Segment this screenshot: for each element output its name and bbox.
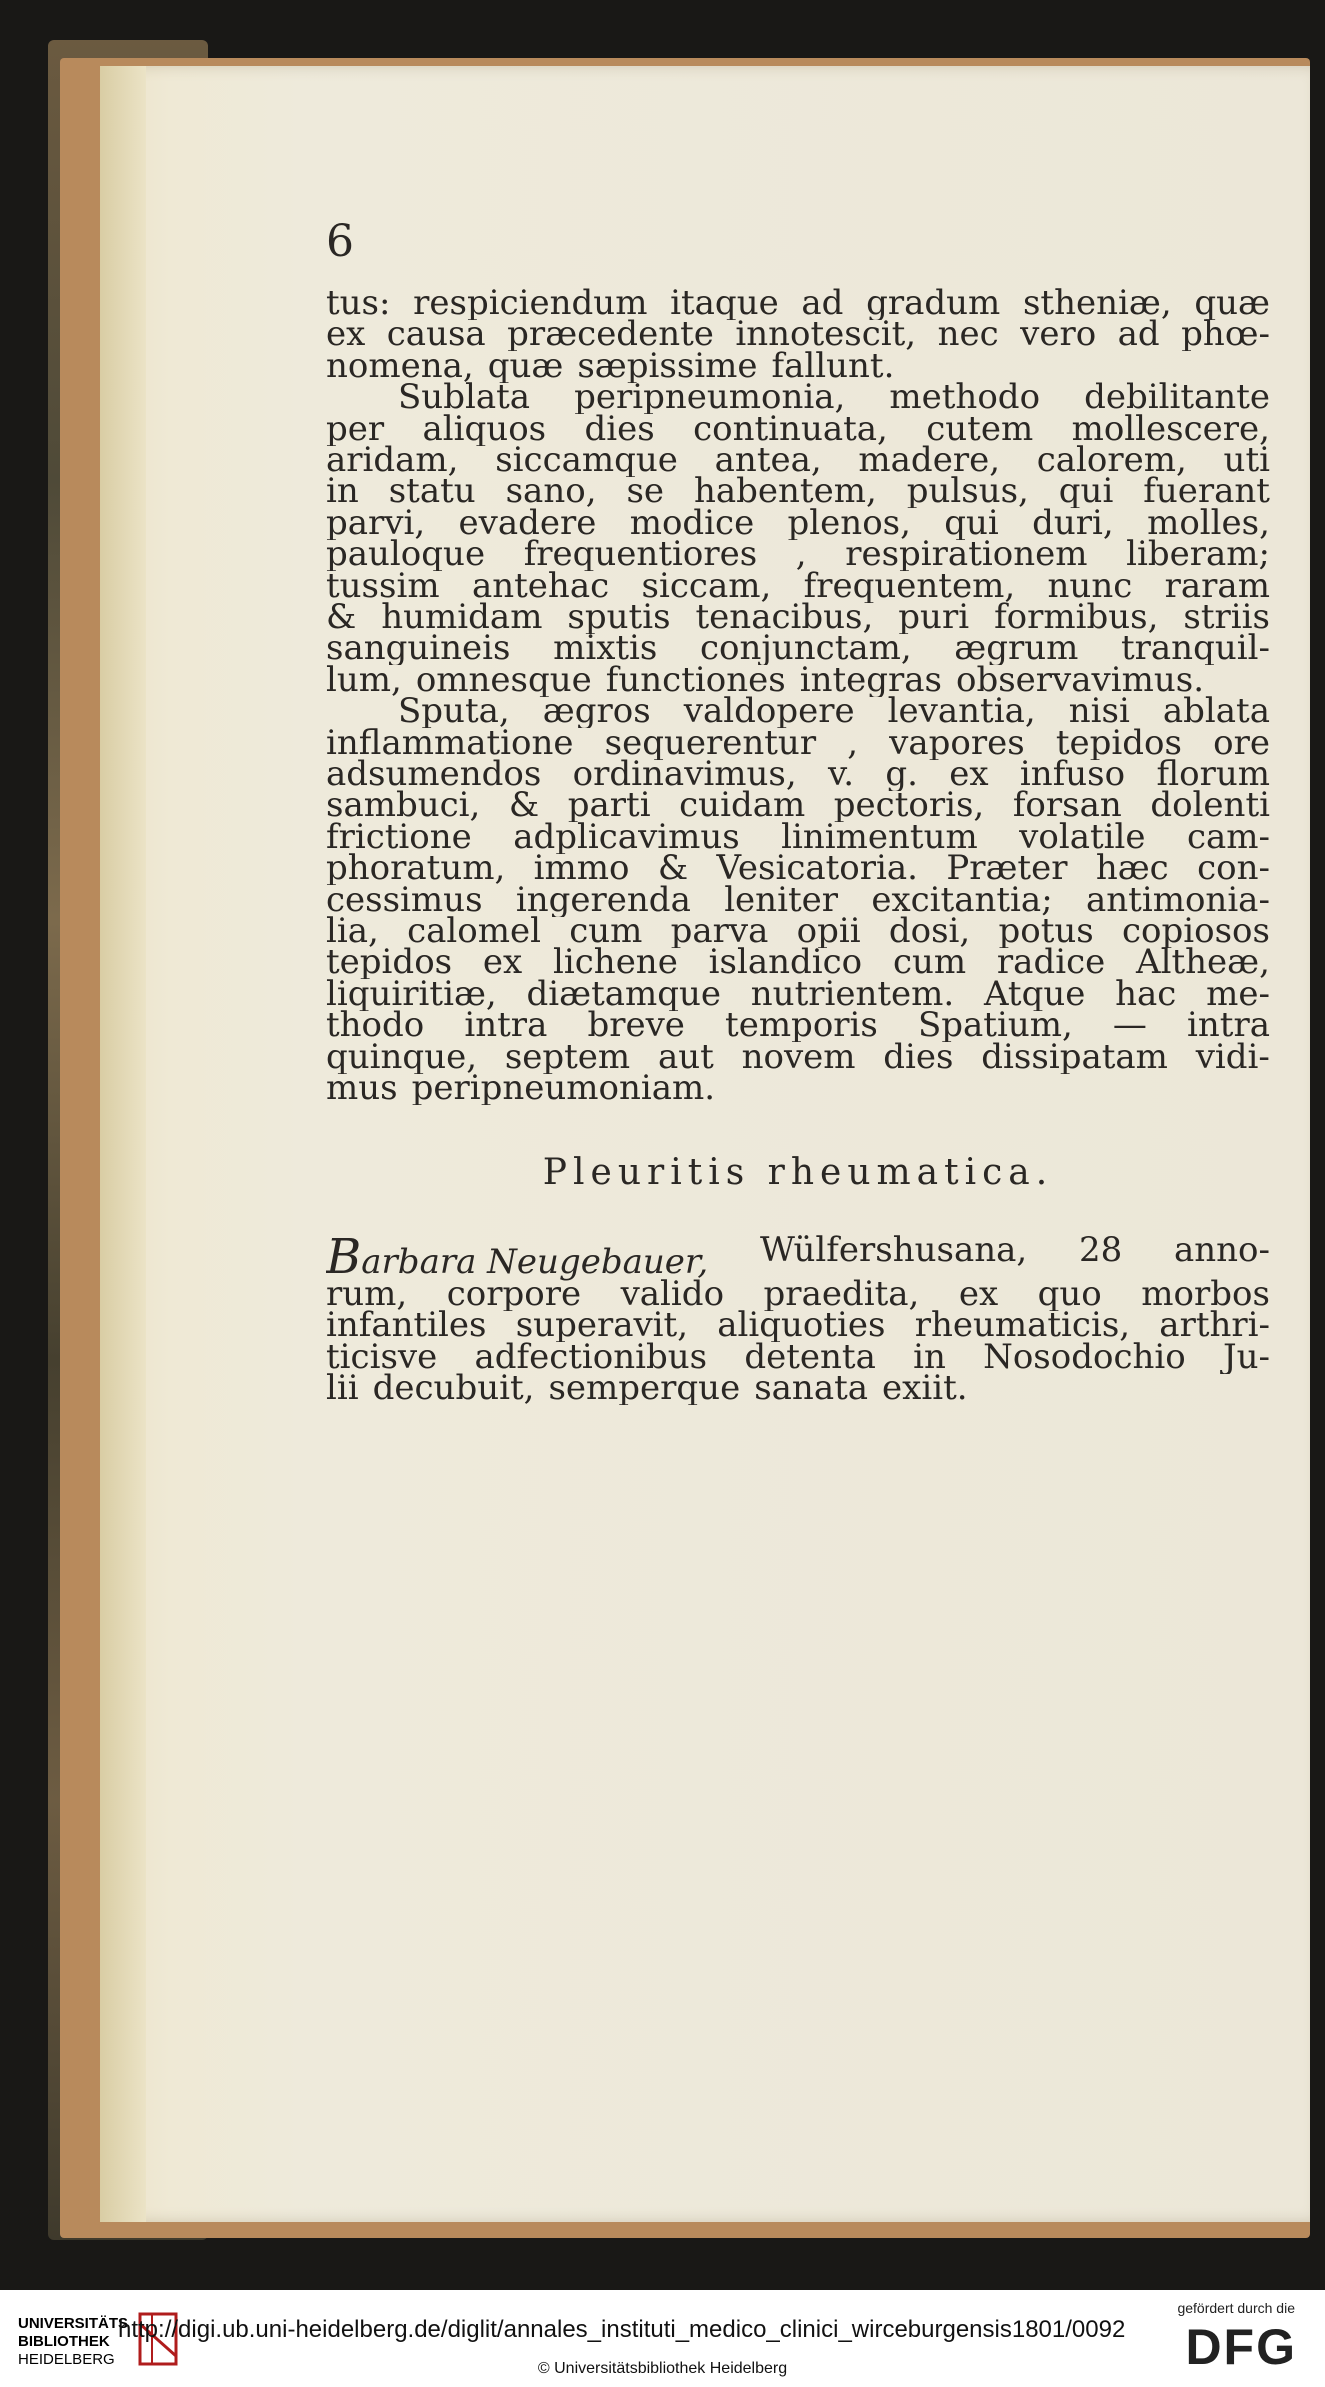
word: calomel xyxy=(407,914,541,948)
word: sputis xyxy=(567,600,671,634)
text-line xyxy=(326,600,1270,634)
word: ordinavimus, xyxy=(572,757,797,791)
word: islandico xyxy=(708,945,863,980)
text-line xyxy=(326,977,1270,1011)
text-line xyxy=(326,726,1270,760)
word: quæ xyxy=(1194,286,1270,320)
word: decubuit, xyxy=(372,1371,535,1406)
word: phœ- xyxy=(1181,317,1270,352)
word: ablata xyxy=(1162,694,1270,729)
word: rheumaticis, xyxy=(914,1308,1131,1343)
word: peripneumoniam. xyxy=(411,1071,716,1105)
word: siccam, xyxy=(641,568,772,603)
word: tepidos xyxy=(326,945,453,980)
word: thodo xyxy=(326,1008,425,1043)
word: intra xyxy=(464,1008,548,1043)
word: tenacibus, xyxy=(695,600,874,634)
patient-name: Barbara Neugebauer, xyxy=(326,1233,709,1281)
word: modice xyxy=(629,505,755,540)
text-line xyxy=(326,537,1270,571)
word: frictione xyxy=(326,819,472,854)
library-name-line3: HEIDELBERG xyxy=(18,2351,115,2368)
word: tepidos xyxy=(1055,725,1182,760)
word: Spatium, xyxy=(917,1008,1073,1043)
word: Atque xyxy=(983,976,1086,1011)
word: conjunctam, xyxy=(699,631,912,666)
word: , xyxy=(847,725,859,760)
word: ingerenda xyxy=(515,882,691,917)
text-line xyxy=(326,443,1270,477)
word: opii xyxy=(796,914,861,948)
word: lum, xyxy=(326,662,402,697)
word: temporis xyxy=(725,1008,878,1043)
word: qui xyxy=(944,505,999,540)
word: detenta xyxy=(744,1339,876,1374)
word: puri xyxy=(898,600,970,634)
word: antea, xyxy=(714,443,822,477)
section-heading: Pleuritis rheumatica. xyxy=(542,1152,1054,1193)
word: breve xyxy=(587,1008,685,1043)
word: hæc xyxy=(1095,851,1169,886)
library-name-line1: UNIVERSITÄTS xyxy=(18,2315,129,2332)
word: molles, xyxy=(1147,505,1270,540)
word: florum xyxy=(1156,757,1270,791)
word: ex xyxy=(958,1277,999,1311)
word: ticisve xyxy=(326,1339,438,1374)
word: fuerant xyxy=(1143,474,1270,509)
word: ad xyxy=(801,286,844,320)
word: ad xyxy=(1117,317,1160,352)
word: dolenti xyxy=(1150,788,1270,823)
word: raram xyxy=(1164,568,1270,603)
word: pauloque xyxy=(326,537,486,572)
dfg-logo: DFG xyxy=(1185,2319,1297,2375)
word: quæ xyxy=(487,348,564,383)
word: arthri- xyxy=(1159,1308,1270,1343)
word: hac xyxy=(1115,976,1177,1011)
word: ore xyxy=(1213,725,1270,760)
word: cuidam xyxy=(679,788,806,823)
word: mixtis xyxy=(553,631,658,666)
word: peripneumonia, xyxy=(574,380,846,415)
word: siccamque xyxy=(495,443,678,477)
word: dies xyxy=(883,1039,954,1074)
library-name-line2: BIBLIOTHEK xyxy=(18,2333,110,2350)
word: cum xyxy=(892,945,967,980)
word: linimentum xyxy=(781,819,978,854)
word: morbos xyxy=(1141,1277,1270,1311)
word: ægrum xyxy=(954,631,1079,666)
text-line xyxy=(326,1308,1270,1342)
word: infantiles xyxy=(326,1308,487,1343)
word: dissipatam xyxy=(981,1039,1168,1074)
word: in xyxy=(913,1339,946,1374)
word: corpore xyxy=(446,1277,582,1311)
word: aliquos xyxy=(422,411,547,446)
word: Præter xyxy=(946,851,1068,886)
word: madere, xyxy=(858,443,1000,477)
word: lia, xyxy=(326,914,379,948)
word: Ju- xyxy=(1222,1339,1270,1374)
word: tranquil- xyxy=(1121,631,1270,666)
word: statu xyxy=(388,474,476,509)
word: Nosodochio xyxy=(983,1339,1186,1374)
word: excitantia; xyxy=(871,882,1053,917)
word: ex xyxy=(482,945,523,980)
word: semperque xyxy=(548,1371,741,1406)
text-line xyxy=(326,945,1270,979)
word: duri, xyxy=(1032,505,1114,540)
word: sæpissime xyxy=(577,348,758,383)
text-line xyxy=(326,757,1270,791)
text-line xyxy=(326,1008,1270,1042)
word: sequerentur xyxy=(604,725,817,760)
word: ex xyxy=(326,317,366,352)
word: gradum xyxy=(866,286,1001,320)
word: immo xyxy=(533,851,630,886)
word: tussim xyxy=(326,568,440,603)
word: dies xyxy=(584,411,655,446)
word: debilitante xyxy=(1084,380,1270,415)
word: respiciendum xyxy=(413,286,648,320)
text-line xyxy=(326,883,1270,917)
word: formibus, xyxy=(994,600,1159,634)
word: fallunt. xyxy=(771,348,895,383)
word: Sputa, xyxy=(398,694,510,729)
word: Vesicatoria. xyxy=(716,851,918,886)
word: Wülfershusana, xyxy=(759,1233,1028,1270)
word: quo xyxy=(1037,1277,1102,1311)
word: ex xyxy=(949,757,989,791)
word: adsumendos xyxy=(326,757,542,791)
text-line xyxy=(326,349,1270,383)
word: intra xyxy=(1187,1008,1270,1043)
word: sambuci, xyxy=(326,788,481,823)
word: evadere xyxy=(458,505,597,540)
word: leniter xyxy=(724,882,838,917)
word: antimonia- xyxy=(1086,882,1270,917)
word: lii xyxy=(326,1371,359,1406)
word: cum xyxy=(569,914,643,948)
word: continuata, xyxy=(693,411,888,446)
word: mollescere, xyxy=(1071,411,1270,446)
word: in xyxy=(326,474,359,509)
word: valido xyxy=(620,1277,725,1311)
word: parva xyxy=(670,914,769,948)
word: vapores xyxy=(889,725,1025,760)
word: & xyxy=(326,600,357,634)
word: methodo xyxy=(889,380,1041,415)
word: uti xyxy=(1223,443,1270,477)
word: potus xyxy=(998,914,1094,948)
word: stheniæ, xyxy=(1022,286,1172,320)
word: infuso xyxy=(1019,757,1126,791)
word: inflammatione xyxy=(326,725,574,760)
word: frequentem, xyxy=(803,568,1016,603)
word: rum, xyxy=(326,1277,408,1311)
word: nomena, xyxy=(326,348,474,383)
text-line xyxy=(326,474,1270,508)
text-line xyxy=(326,1040,1270,1074)
word: humidam xyxy=(381,600,543,634)
word: omnesque xyxy=(415,662,592,697)
word: adfectionibus xyxy=(474,1339,708,1374)
text-line xyxy=(326,1071,1270,1105)
word: anno- xyxy=(1173,1233,1270,1270)
word: superavit, xyxy=(515,1308,689,1343)
footer-bar xyxy=(0,2290,1325,2387)
word: me- xyxy=(1206,976,1270,1011)
text-line xyxy=(326,569,1270,603)
text-line xyxy=(326,788,1270,822)
word: levantia, xyxy=(887,694,1036,729)
word: parvi, xyxy=(326,505,426,540)
word: sanguineis xyxy=(326,631,511,666)
word: phoratum, xyxy=(326,851,506,886)
word: sano, xyxy=(505,474,597,509)
word: per xyxy=(326,411,385,446)
word: vero xyxy=(1020,317,1097,352)
word: plenos, xyxy=(787,505,911,540)
word: , xyxy=(795,537,807,572)
word: integras xyxy=(799,662,942,697)
word: v. xyxy=(828,757,855,791)
word: copiosos xyxy=(1121,914,1270,948)
word: cessimus xyxy=(326,882,483,917)
word: antehac xyxy=(471,568,610,603)
word: exiit. xyxy=(882,1371,968,1406)
word: cutem xyxy=(926,411,1034,446)
word: septem xyxy=(504,1039,631,1074)
word: volatile xyxy=(1019,819,1146,854)
permalink-url[interactable]: http://digi.ub.uni-heidelberg.de/diglit/annales_instituti_medico_clinici_wirceburgensis1801/0092 xyxy=(118,2316,1126,2343)
text-line xyxy=(326,380,1270,414)
word: respirationem xyxy=(845,537,1088,572)
word: sanata xyxy=(754,1371,869,1406)
word: liberam; xyxy=(1126,537,1270,572)
text-line xyxy=(326,506,1270,540)
word: quinque, xyxy=(326,1039,478,1074)
text-line xyxy=(326,820,1270,854)
word: nutrientem. xyxy=(750,976,955,1011)
page-gutter-edge xyxy=(100,66,146,2222)
word: g. xyxy=(885,757,918,791)
word: cam- xyxy=(1186,819,1270,854)
word: aut xyxy=(657,1039,714,1074)
word: itaque xyxy=(670,286,779,320)
word: forsan xyxy=(1012,788,1122,823)
text-line xyxy=(326,317,1270,351)
word: ægros xyxy=(542,694,651,729)
word: praedita, xyxy=(763,1277,920,1311)
word: nec xyxy=(937,317,999,352)
text-line xyxy=(326,1340,1270,1374)
word: functiones xyxy=(605,662,786,697)
word: diætamque xyxy=(526,976,722,1011)
word: qui xyxy=(1058,474,1114,509)
word: pectoris, xyxy=(833,788,985,823)
word: striis xyxy=(1183,600,1270,634)
word: vidi- xyxy=(1195,1039,1270,1074)
word: tus: xyxy=(326,286,391,320)
word: causa xyxy=(386,317,486,352)
word: dosi, xyxy=(888,914,971,948)
word: præcedente xyxy=(507,317,714,352)
word: observavimus. xyxy=(956,662,1205,697)
copyright-notice: © Universitätsbibliothek Heidelberg xyxy=(537,2360,788,2377)
text-line xyxy=(326,412,1270,446)
word: Sublata xyxy=(398,380,531,415)
page-number: 6 xyxy=(326,216,354,267)
word: habentem, xyxy=(693,474,877,509)
word: mus xyxy=(326,1071,398,1105)
word: liquiritiæ, xyxy=(326,976,497,1011)
word: valdopere xyxy=(683,694,855,729)
word: parti xyxy=(567,788,651,823)
word: aliquoties xyxy=(717,1308,886,1343)
word: nisi xyxy=(1068,694,1130,729)
word: nunc xyxy=(1047,568,1133,603)
word: con- xyxy=(1197,851,1270,886)
text-line xyxy=(326,914,1270,948)
word: radice xyxy=(996,945,1106,980)
word: frequentiores xyxy=(523,537,758,572)
word: Altheæ, xyxy=(1136,945,1270,980)
text-line xyxy=(326,631,1270,665)
word: novem xyxy=(741,1039,856,1074)
word: & xyxy=(508,788,540,823)
word: aridam, xyxy=(326,443,459,477)
text-line xyxy=(326,663,1270,697)
word: innotescit, xyxy=(735,317,917,352)
text-line xyxy=(326,286,1270,320)
text-line xyxy=(326,694,1270,728)
text-line xyxy=(326,851,1270,885)
word: calorem, xyxy=(1036,443,1187,477)
word: & xyxy=(657,851,689,886)
word: 28 xyxy=(1078,1233,1123,1270)
text-line xyxy=(326,1371,1270,1405)
funding-label: gefördert durch die xyxy=(1177,2300,1295,2316)
word: — xyxy=(1112,1008,1147,1043)
word: lichene xyxy=(553,945,678,980)
text-line xyxy=(326,1277,1270,1311)
word: pulsus, xyxy=(906,474,1029,509)
case-first-line xyxy=(326,1233,1270,1281)
word: se xyxy=(626,474,665,509)
word: adplicavimus xyxy=(513,819,740,854)
